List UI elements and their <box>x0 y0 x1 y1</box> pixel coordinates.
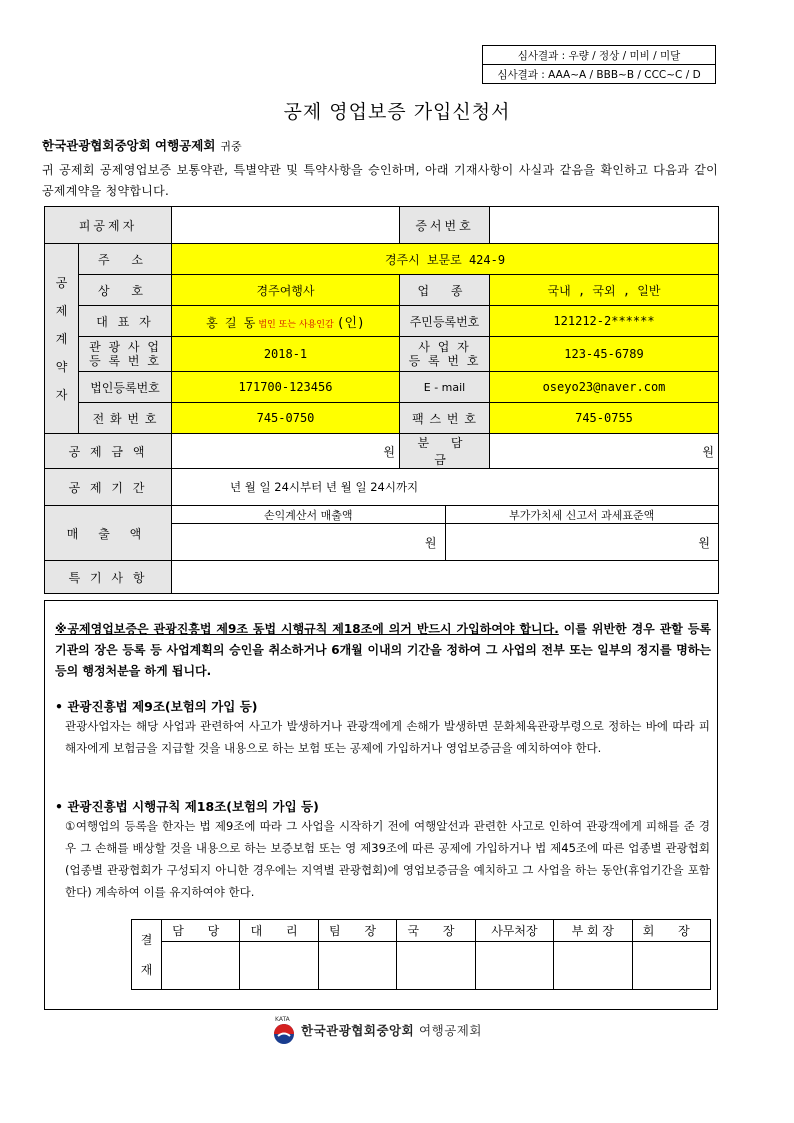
section2-title: • 관광진흥법 시행규칙 제18조(보험의 가입 등) <box>55 799 319 814</box>
address-label: 주 소 <box>79 244 172 275</box>
contractor-side-label: 공 제 계 약 자 <box>45 244 79 434</box>
review-result-rating: 심사결과 : AAA~A / BBB~B / CCC~C / D <box>483 65 716 84</box>
approval-header-7: 회 장 <box>632 920 710 942</box>
email-label: E - mail <box>400 372 490 403</box>
approval-sign-3[interactable] <box>318 942 396 990</box>
approval-side-label: 결 재 <box>132 920 162 990</box>
corp-reg-field[interactable]: 171700-123456 <box>172 372 400 403</box>
insured-label: 피공제자 <box>45 207 172 244</box>
addressee-suffix: 귀중 <box>220 140 242 153</box>
biz-reg-field[interactable]: 123-45-6789 <box>490 337 719 372</box>
sales-col2-value[interactable]: 원 <box>698 535 710 550</box>
corp-reg-label: 법인등록번호 <box>79 372 172 403</box>
approval-sign-2[interactable] <box>240 942 318 990</box>
approval-sign-4[interactable] <box>397 942 475 990</box>
approval-header-2: 대 리 <box>240 920 318 942</box>
insured-field[interactable] <box>172 207 400 244</box>
remarks-label: 특 기 사 항 <box>45 561 172 594</box>
notice-main <box>55 619 711 682</box>
resident-no-field[interactable]: 121212-2****** <box>490 306 719 337</box>
sales-col1-header: 손익계산서 매출액 <box>172 506 445 524</box>
company-name-field[interactable]: 경주여행사 <box>172 275 400 306</box>
page-title: 공제 영업보증 가입신청서 <box>283 101 511 123</box>
application-form <box>44 206 719 594</box>
seal-mark: (인) <box>336 315 365 331</box>
section1-body: 관광사업자는 해당 사업과 관련하여 사고가 발생하거나 관광객에게 손해가 발생하면 문화체육관광부령으로 정하는 바에 따라 피해자에게 보험금을 지급할 것을 내용으로 하는 보험 또는 공제에 가입하거나 영업보증금을 예치하여야 한다. <box>65 719 710 755</box>
tourism-reg-label: 관 광 사 업 등 록 번 호 <box>79 337 172 372</box>
remarks-field[interactable] <box>172 561 719 594</box>
section2-body: ①여행업의 등록을 한자는 법 제9조에 따라 그 사업을 시작하기 전에 여행알선과 관련한 사고로 인하여 관광객에게 피해를 준 경우 그 손해를 배상할 것을 내용으로 하는 보증보험 또는 영 제39조에 따른 공제에 가입하거나 법 제45조에 따른 업종별 관광협회(업종별 관광협회가 구성되지 아니한 경우에는 지역별 관광협회)에 영업보증금을 예치하고 그 사업을 하는 동안(휴업기간을 포함한다) 계속하여 이를 유지하여야 한다. <box>65 819 710 899</box>
approval-header-4: 국 장 <box>397 920 475 942</box>
fax-field[interactable]: 745-0755 <box>490 403 719 434</box>
phone-field[interactable]: 745-0750 <box>172 403 400 434</box>
installment-label: 분 담 금 <box>400 434 490 469</box>
approval-sign-7[interactable] <box>632 942 710 990</box>
addressee-org: 한국관광협회중앙회 여행공제회 <box>42 138 216 153</box>
kata-logo-icon <box>273 1017 295 1043</box>
approval-sign-6[interactable] <box>554 942 632 990</box>
amount-label: 공 제 금 액 <box>45 434 172 469</box>
review-result-grade: 심사결과 : 우량 / 정상 / 미비 / 미달 <box>483 46 716 65</box>
amount-field[interactable]: 원 <box>172 434 400 469</box>
section1-title: • 관광진흥법 제9조(보험의 가입 등) <box>55 699 258 714</box>
fax-label: 팩 스 번 호 <box>400 403 490 434</box>
approval-header-5: 사무처장 <box>475 920 553 942</box>
sales-field <box>172 506 719 561</box>
sales-label: 매 출 액 <box>45 506 172 561</box>
approval-header-3: 팀 장 <box>318 920 396 942</box>
phone-label: 전 화 번 호 <box>79 403 172 434</box>
approval-header-1: 담 당 <box>162 920 240 942</box>
notice-main-rest: 이를 위반한 경우 관할 등록기관의 장은 등록 등 사업계획의 승인을 취소하거나 6개월 이내의 기간을 정하여 그 사업의 전부 또는 일부의 정지를 명하는 등의 행정처분을 하게 됩니다. <box>55 622 711 678</box>
email-field[interactable]: oseyo23@naver.com <box>490 372 719 403</box>
sales-col2-header: 부가가치세 신고서 과세표준액 <box>445 506 718 524</box>
biz-reg-label: 사 업 자 등 록 번 호 <box>400 337 490 372</box>
representative-name: 홍 길 동 <box>206 315 256 330</box>
cert-no-label: 증서번호 <box>400 207 490 244</box>
seal-note: 법인 또는 사용인감 <box>258 319 334 330</box>
company-name-label: 상 호 <box>79 275 172 306</box>
approval-table <box>131 919 711 990</box>
tourism-reg-field[interactable]: 2018-1 <box>172 337 400 372</box>
footer-org: 한국관광협회중앙회 여행공제회 <box>301 1023 482 1038</box>
business-type-label: 업 종 <box>400 275 490 306</box>
representative-label: 대 표 자 <box>79 306 172 337</box>
period-label: 공 제 기 간 <box>45 469 172 506</box>
address-field[interactable]: 경주시 보문로 424-9 <box>172 244 719 275</box>
sales-col1-value[interactable]: 원 <box>172 524 445 561</box>
notice-main-underlined: ※공제영업보증은 관광진흥법 제9조 동법 시행규칙 제18조에 의거 반드시 가입하여야 합니다. <box>55 622 559 636</box>
footer-logo <box>273 1017 482 1043</box>
addressee <box>42 136 242 154</box>
review-result-box <box>482 45 716 84</box>
notice-box <box>44 600 718 1010</box>
approval-sign-1[interactable] <box>162 942 240 990</box>
business-type-field[interactable]: 국내 , 국외 , 일반 <box>490 275 719 306</box>
cert-no-field[interactable] <box>490 207 719 244</box>
approval-header-6: 부 회 장 <box>554 920 632 942</box>
resident-no-label: 주민등록번호 <box>400 306 490 337</box>
intro-text: 귀 공제회 공제영업보증 보통약관, 특별약관 및 특약사항을 승인하며, 아래 기재사항이 사실과 같음을 확인하고 다음과 같이 공제계약을 청약합니다. <box>42 163 718 198</box>
representative-field[interactable] <box>172 306 400 337</box>
period-field[interactable]: 년 월 일 24시부터 년 월 일 24시까지 <box>172 469 719 506</box>
logo-small-text: KATA <box>275 1016 290 1023</box>
approval-sign-5[interactable] <box>475 942 553 990</box>
installment-field[interactable]: 원 <box>490 434 719 469</box>
